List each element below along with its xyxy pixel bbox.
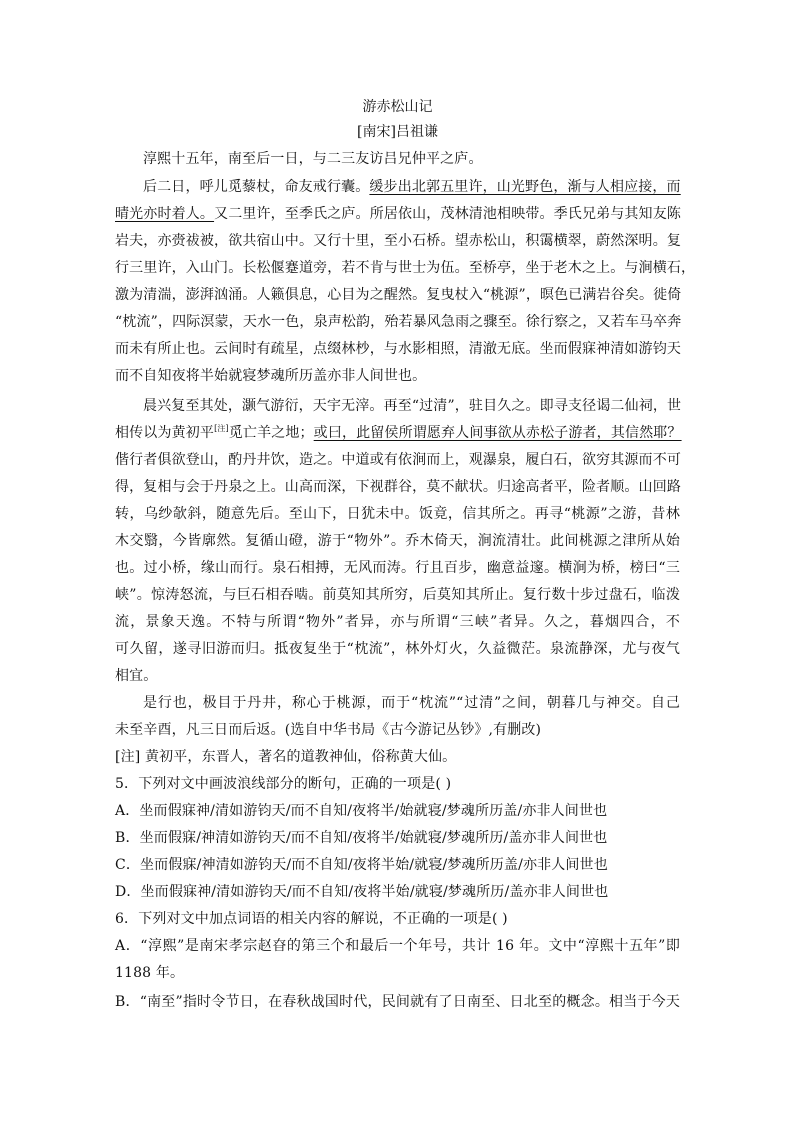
text-line: 相宜。 xyxy=(115,668,158,684)
option-b: B．坐而假寐/神清如游钧天/而不自知/夜将半/始就寝/梦魂所历/盖亦非人间世也 xyxy=(115,830,608,846)
text-line xyxy=(115,202,681,226)
text-span: 后二日，呼儿觅藜杖，命友戒行囊。 xyxy=(143,179,370,195)
option-c: C．坐而假寐/神清如游钧天/而不自知/夜将半始/就寝/梦魂所历盖/亦非人间世也 xyxy=(115,857,608,873)
text-span: 觅亡羊之地 xyxy=(228,425,300,441)
text-line: 木交翳，今皆廓然。复循山磴，游于“物外”。乔木倚天，涧流清壮。此间桃源之津所从始 xyxy=(115,533,680,549)
option-a: A．“淳熙”是南宋孝宗赵昚的第三个和最后一个年号，共计 16 年。文中“淳熙十五年”即 xyxy=(115,938,680,954)
text-line xyxy=(115,421,682,445)
text-line: 是行也，极目于丹井，称心于桃源，而于“枕流”“过清”之间，朝暮几与神交。自己 xyxy=(143,695,680,711)
text-line: 转，乌纱欹斜，随意先后。至山下，日犹未中。饭竟，信其所之。再寻“桃源”之游，昔林 xyxy=(115,506,680,522)
text-line: 得，复相与会于丹泉之上。山高而深，下视群谷，莫不献状。归途高者平，险者顺。山回路 xyxy=(115,479,681,495)
text-line: 而不自知夜将半始就寝梦魂所历盖亦非人间世也。 xyxy=(115,368,427,384)
text-span: ； xyxy=(299,425,314,441)
option-d: D．坐而假寐神/清如游钧天/而不自知/夜将半始/就寝/梦魂所历/盖亦非人间世也 xyxy=(115,884,609,900)
text-line xyxy=(115,337,680,361)
text-span: 相传以为黄初平 xyxy=(115,425,215,441)
text-line: 也。过小桥，缘山而行。泉石相搏，无风而涛。行且百步，幽意益邃。横涧为桥，榜曰“三 xyxy=(115,560,680,576)
option-a-cont: 1188 年。 xyxy=(115,965,185,981)
essay-author: [南宋]吕祖谦 xyxy=(357,124,438,140)
essay-title: 游赤松山记 xyxy=(362,99,433,115)
underlined-text: 或曰，此留侯所谓愿弃人间事欲从赤松子游者，其信然耶？ xyxy=(313,425,682,441)
text-line: 流，景象天逸。不特与所谓“物外”者异，亦与所谓“三峡”者异。久之，暮烟四合，不 xyxy=(115,614,680,630)
question-5: 5．下列对文中画波浪线部分的断句，正确的一项是( ) xyxy=(115,776,452,792)
option-b: B．“南至”指时令节日，在春秋战国时代，民间就有了日南至、日北至的概念。相当于今天 xyxy=(115,994,680,1010)
underlined-text: 晴光亦时着人。 xyxy=(115,206,215,222)
text-line: “枕流”，四际溟蒙，天水一色，泉声松韵，殆若暴风急雨之骤至。徐行察之，又若车马卒奔 xyxy=(115,314,682,330)
option-a: A．坐而假寐神/清如游钧天/而不自知/夜将半/始就寝/梦魂所历盖/亦非人间世也 xyxy=(115,803,608,819)
text-line: 偕行者俱欲登山，酌丹井饮，造之。中道或有依涧而上，观瀑泉，履白石，欲穷其源而不可 xyxy=(115,452,681,468)
text-line: 晨兴复至其处，灏气游衍，天宇无滓。再至“过清”，驻目久之。即寻支径谒二仙祠，世 xyxy=(143,398,682,414)
footnote-marker: [注] xyxy=(214,424,229,433)
text-line: 峡”。惊涛怒流，与巨石相吞啮。前莫知其所穷，后莫知其所止。复行数十步过盘石，临泼 xyxy=(115,587,680,603)
underlined-text: 缓步出北郭五里许，山光野色，渐与人相应接，而 xyxy=(369,179,681,195)
question-6: 6．下列对文中加点词语的相关内容的解说，不正确的一项是( ) xyxy=(115,911,508,927)
text-span: 又二里许，至季氏之庐。所居依山，茂林清池相映带。季氏兄弟与其知友陈 xyxy=(214,206,682,222)
text-line xyxy=(143,175,681,199)
text-line: 可久留，遂寻旧游而归。抵夜复坐于“枕流”，林外灯火，久益微茫。泉流静深，尤与夜气 xyxy=(115,641,680,657)
text-line: 激为清湍，澎湃汹涌。人籁俱息，心目为之醒然。复曳杖入“桃源”，暝色已满岩谷矣。徙倚 xyxy=(115,287,682,303)
text-line: 岩夫，亦赍祓被，欲共宿山中。又行十里，至小石桥。望赤松山，积霭横翠，蔚然深明。复 xyxy=(115,233,681,249)
text-span: 而未有所止也。云间时有疏星，点缀林杪，与水影相照，清澈无底。坐而假寐神清如游钧天 xyxy=(115,341,681,357)
text-line: 行三里许，入山门。长松偃蹇道旁，若不肯与世士为伍。至桥亭，坐于老木之上。与涧横石， xyxy=(115,260,696,276)
text-line: 未至辛酉，凡三日而后返。(选自中华书局《古今游记丛钞》,有删改) xyxy=(115,722,542,738)
text-line: 淳熙十五年，南至后一日，与二三友访吕兄仲平之庐。 xyxy=(143,151,483,167)
footnote: [注] 黄初平，东晋人，著名的道教神仙，俗称黄大仙。 xyxy=(115,749,457,765)
